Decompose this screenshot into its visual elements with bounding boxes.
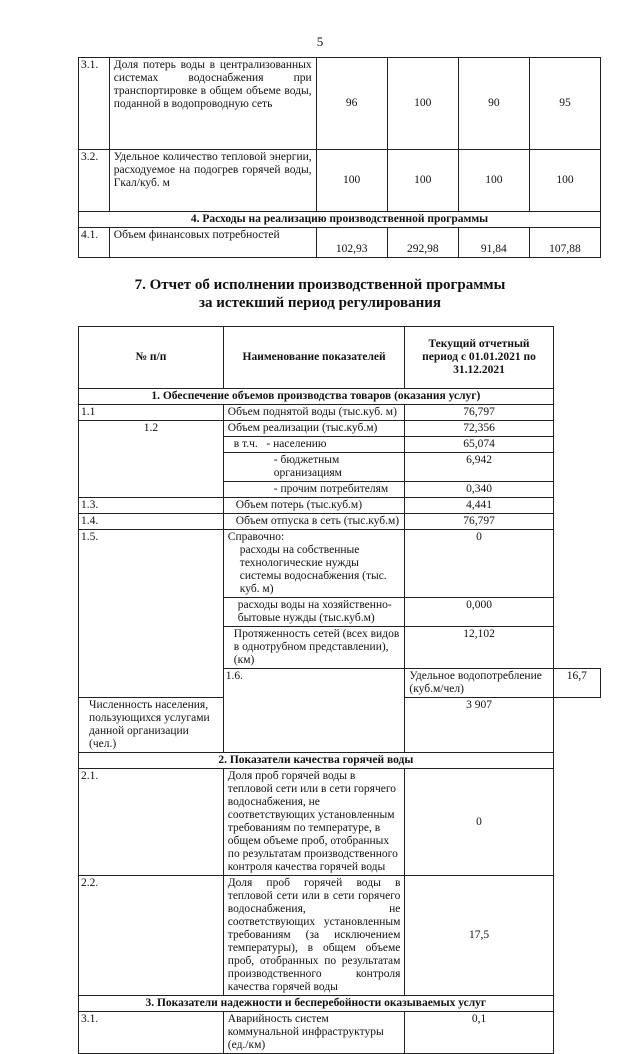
row-value: 95 <box>529 58 600 150</box>
row-index: 1.3. <box>79 498 224 514</box>
section-heading <box>0 276 640 312</box>
section-title: 1. Обеспечение объемов производства товаров (оказания услуг) <box>79 389 554 405</box>
row-index: 1.4. <box>79 514 224 530</box>
row-value: 100 <box>387 58 458 150</box>
row-value: 0 <box>405 530 553 598</box>
row-value: 12,102 <box>405 627 553 669</box>
row-name: Доля проб горячей воды в тепловой сети или в сети горячего водоснабжения, не соответствующих установленным требованиям по температуре, в общем объеме проб, отобранных по результатам производственного контроля качества горячей воды <box>223 769 405 876</box>
section-title: 4. Расходы на реализацию производственной программы <box>79 212 601 228</box>
section-row <box>79 996 601 1012</box>
row-value: 100 <box>529 150 600 212</box>
section-row <box>79 212 601 228</box>
row-value: 90 <box>458 58 529 150</box>
table-row <box>79 421 601 437</box>
row-name: - прочим потребителям <box>223 482 405 498</box>
row-index: 3.1. <box>79 58 110 150</box>
report-table <box>78 326 601 1054</box>
table-row <box>79 405 601 421</box>
row-name <box>223 530 405 598</box>
heading-line-1: 7. Отчет об исполнении производственной программы <box>134 277 506 293</box>
row-name: расходы воды на хозяйственно-бытовые нужды (тыс.куб.м) <box>223 598 405 627</box>
row-name: Объем потерь (тыс.куб.м) <box>223 498 405 514</box>
table-row <box>79 58 601 150</box>
row-value: 100 <box>316 150 387 212</box>
row-value: 100 <box>458 150 529 212</box>
row-value: 102,93 <box>316 228 387 258</box>
section-row <box>79 389 601 405</box>
row-value: 91,84 <box>458 228 529 258</box>
row-name: Аварийность систем коммунальной инфраструктуры (ед./км) <box>223 1012 405 1054</box>
row-value: 65,074 <box>405 437 553 453</box>
row-value: 76,797 <box>405 514 553 530</box>
row-index: 1.5. <box>79 530 224 698</box>
row-value: 4,441 <box>405 498 553 514</box>
row-value: 16,7 <box>553 669 600 698</box>
row-name: Численность населения, пользующихся услугами данной организации (чел.) <box>79 698 224 753</box>
table-row <box>79 514 601 530</box>
row-value: 72,356 <box>405 421 553 437</box>
row-subname: Справочно: <box>227 531 285 543</box>
row-name: Объем финансовых потребностей <box>109 228 316 258</box>
section-row <box>79 753 601 769</box>
table-row <box>79 530 601 598</box>
row-index: 1.2 <box>79 421 224 498</box>
header-name: Наименование показателей <box>223 327 405 389</box>
row-index: 1.6. <box>223 669 405 753</box>
row-index: 2.2. <box>79 876 224 996</box>
table-row <box>79 769 601 876</box>
row-index: 3.2. <box>79 150 110 212</box>
row-prefix: в т.ч. <box>233 438 258 450</box>
row-name: - бюджетным организациям <box>223 453 405 482</box>
row-value: 76,797 <box>405 405 553 421</box>
row-subname: - населению <box>266 438 327 450</box>
table-row <box>79 228 601 258</box>
row-value: 6,942 <box>405 453 553 482</box>
row-name: Удельное количество тепловой энергии, расходуемое на подогрев горячей воды, Гкал/куб. м <box>109 150 316 212</box>
row-index: 4.1. <box>79 228 110 258</box>
row-index: 3.1. <box>79 1012 224 1054</box>
row-subname: расходы на собственные технологические нужды системы водоснабжения (тыс. куб. м) <box>239 544 387 595</box>
row-index: 1.1 <box>79 405 224 421</box>
header-period: Текущий отчетный период с 01.01.2021 по 31.12.2021 <box>405 327 553 389</box>
row-name <box>223 437 405 453</box>
table-row <box>79 498 601 514</box>
header-index: № п/п <box>79 327 224 389</box>
row-name: Доля потерь воды в централизованных системах водоснабжения при транспортировке в общем объеме воды, поданной в водопроводную сеть <box>109 58 316 150</box>
section-title: 2. Показатели качества горячей воды <box>79 753 554 769</box>
row-value: 107,88 <box>529 228 600 258</box>
row-name: Протяженность сетей (всех видов в однотрубном представлении), (км) <box>223 627 405 669</box>
row-value: 0,340 <box>405 482 553 498</box>
row-name: Объем отпуска в сеть (тыс.куб.м) <box>223 514 405 530</box>
row-value: 3 907 <box>405 698 553 753</box>
row-value: 100 <box>387 150 458 212</box>
row-value: 17,5 <box>405 876 553 996</box>
header-row <box>79 327 601 389</box>
table-row <box>79 1012 601 1054</box>
heading-line-2: за истекший период регулирования <box>198 295 442 311</box>
row-value: 0,000 <box>405 598 553 627</box>
indicators-table-continued <box>78 57 601 258</box>
row-value: 292,98 <box>387 228 458 258</box>
page-number: 5 <box>316 34 324 49</box>
section-title: 3. Показатели надежности и бесперебойности оказываемых услуг <box>79 996 554 1012</box>
row-value: 0 <box>405 769 553 876</box>
row-value: 96 <box>316 58 387 150</box>
row-name: Удельное водопотребление (куб.м/чел) <box>405 669 553 698</box>
row-name: Объем реализации (тыс.куб.м) <box>223 421 405 437</box>
row-index: 2.1. <box>79 769 224 876</box>
table-row <box>79 150 601 212</box>
row-value: 0,1 <box>405 1012 553 1054</box>
row-name: Объем поднятой воды (тыс.куб. м) <box>223 405 405 421</box>
row-name: Доля проб горячей воды в тепловой сети или в сети горячего водоснабжения, не соответствующих установленным требованиям (за исключением температуры), в общем объеме проб, отобранных по результатам производственного контроля качества горячей воды <box>223 876 405 996</box>
table-row <box>79 876 601 996</box>
